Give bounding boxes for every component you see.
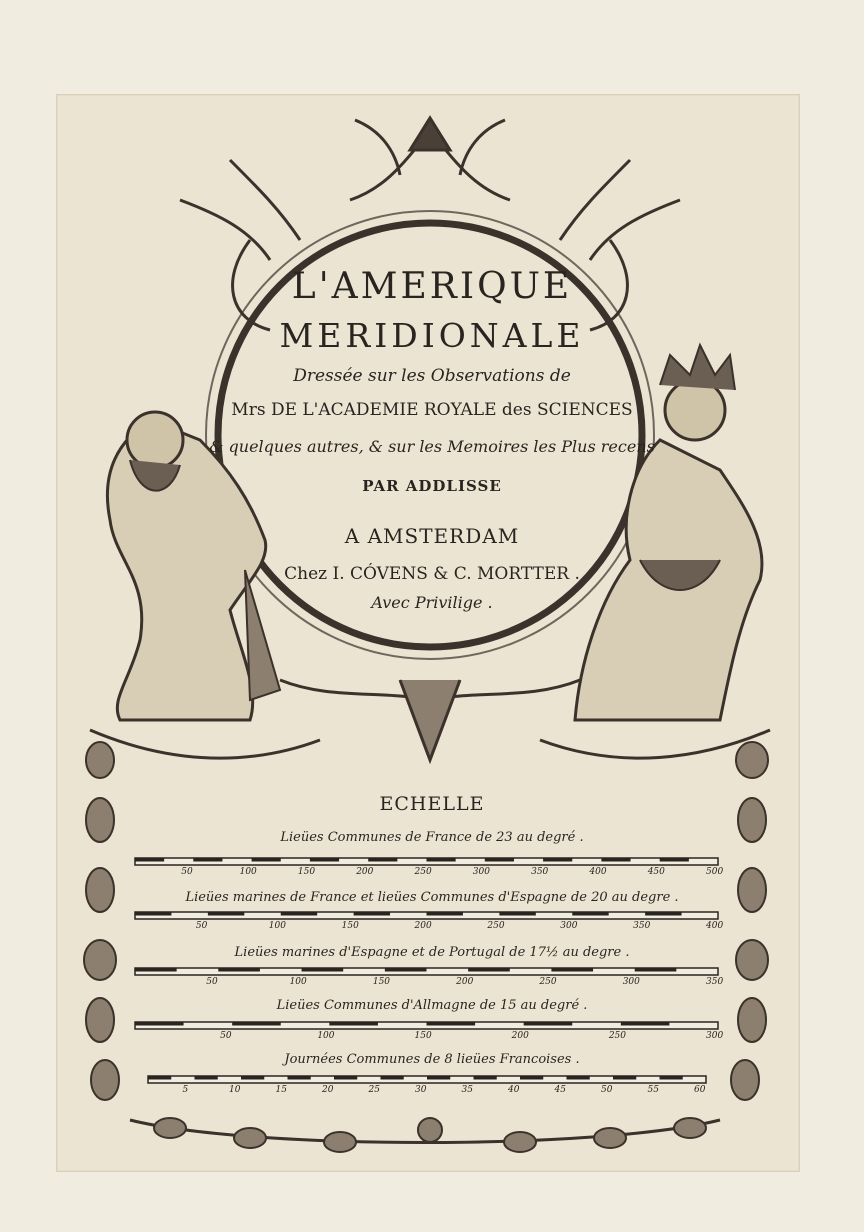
- scale-tick-label: 350: [706, 977, 724, 987]
- scale-segment: [567, 1076, 590, 1080]
- scale-segment: [354, 912, 390, 916]
- scale-segment: [524, 1022, 573, 1026]
- author-line: PAR ADDLISSE: [362, 477, 502, 495]
- scale-tick-label: 250: [608, 1031, 627, 1041]
- publisher-line: Chez I. CÓVENS & C. MORTTER .: [284, 564, 580, 584]
- scale-segment: [660, 1076, 683, 1080]
- title-line-2: MERIDIONALE: [279, 316, 585, 355]
- scale-tick-label: 200: [414, 921, 432, 931]
- privilege-line: Avec Privilige .: [371, 593, 493, 612]
- scale-segment: [427, 858, 456, 862]
- scale-tick-label: 5: [182, 1085, 189, 1095]
- scale-tick-label: 25: [368, 1085, 380, 1095]
- scale-tick-label: 350: [633, 921, 651, 931]
- scale-segment: [427, 912, 463, 916]
- scale-segment: [135, 1022, 184, 1026]
- scale-tick-label: 20: [322, 1085, 334, 1095]
- scale-segment: [601, 858, 630, 862]
- scale-segment: [427, 1076, 450, 1080]
- scale-tick-label: 50: [181, 867, 193, 877]
- scale-tick-label: 300: [560, 921, 578, 931]
- scale-label-4: Lieües Communes d'Allmagne de 15 au degré .: [276, 998, 588, 1013]
- scale-segment: [499, 912, 535, 916]
- scale-label-5: Journées Communes de 8 lieües Francoises .: [284, 1052, 580, 1067]
- scale-tick-label: 40: [508, 1085, 520, 1095]
- scale-tick-label: 50: [195, 921, 208, 931]
- scale-segment: [520, 1076, 543, 1080]
- scale-segment: [474, 1076, 497, 1080]
- scale-tick-label: 350: [531, 867, 549, 877]
- scale-tick-label: 10: [229, 1085, 241, 1095]
- scale-segment: [543, 858, 572, 862]
- scale-segment: [368, 858, 397, 862]
- scale-tick-label: 100: [289, 977, 307, 987]
- scale-tick-label: 200: [356, 867, 374, 877]
- scale-segment: [208, 912, 244, 916]
- place-line: A AMSTERDAM: [344, 524, 520, 548]
- scale-label-2: Lieües marines de France et lieües Communes d'Espagne de 20 au degre .: [185, 890, 679, 905]
- scale-segment: [381, 1076, 404, 1080]
- scale-tick-label: 150: [297, 867, 316, 877]
- scale-segment: [288, 1076, 311, 1080]
- scale-segment: [613, 1076, 636, 1080]
- scale-tick-label: 250: [487, 921, 505, 931]
- scale-segment: [660, 858, 689, 862]
- scale-tick-label: 100: [239, 867, 257, 877]
- scale-segment: [241, 1076, 264, 1080]
- scale-tick-label: 500: [706, 867, 724, 877]
- scale-label-3: Lieües marines d'Espagne et de Portugal de 17½ au degre .: [234, 945, 630, 960]
- scale-tick-label: 100: [317, 1031, 335, 1041]
- scale-segment: [218, 968, 260, 972]
- scale-tick-label: 300: [706, 1031, 724, 1041]
- scale-tick-label: 450: [647, 867, 665, 877]
- bottom-garland: [130, 1118, 720, 1152]
- scale-segment: [572, 912, 608, 916]
- scale-tick-label: 60: [694, 1085, 706, 1095]
- scale-tick-label: 300: [472, 867, 490, 877]
- scale-segment: [193, 858, 222, 862]
- scale-segment: [468, 968, 510, 972]
- scale-segment: [551, 968, 593, 972]
- scale-segment: [135, 968, 177, 972]
- scale-segment: [135, 858, 164, 862]
- scale-tick-label: 100: [268, 921, 286, 931]
- subtitle-line-3: & quelques autres, & sur les Memoires les Plus recens: [209, 437, 655, 456]
- scale-tick-label: 250: [414, 867, 432, 877]
- scale-segment: [645, 912, 681, 916]
- scale-tick-label: 400: [706, 921, 724, 931]
- scale-tick-label: 400: [589, 867, 607, 877]
- scale-tick-label: 55: [647, 1085, 659, 1095]
- scale-tick-label: 45: [554, 1085, 566, 1095]
- scale-segment: [302, 968, 344, 972]
- scale-segment: [635, 968, 677, 972]
- scale-tick-label: 50: [206, 977, 218, 987]
- scale-heading: ECHELLE: [379, 793, 485, 815]
- scale-segment: [334, 1076, 357, 1080]
- title-line-1: L'AMERIQUE: [291, 266, 573, 307]
- scale-tick-label: 30: [415, 1085, 427, 1095]
- scale-tick-label: 250: [539, 977, 557, 987]
- scale-tick-label: 50: [220, 1031, 232, 1041]
- subtitle-line-1: Dressée sur les Observations de: [293, 366, 571, 386]
- scale-tick-label: 150: [372, 977, 391, 987]
- scale-tick-label: 50: [601, 1085, 613, 1095]
- scale-segment: [195, 1076, 218, 1080]
- scale-segment: [485, 858, 514, 862]
- scale-segment: [329, 1022, 378, 1026]
- scale-tick-label: 150: [414, 1031, 432, 1041]
- scale-label-1: Lieües Communes de France de 23 au degré .: [280, 830, 584, 845]
- scale-tick-label: 200: [456, 977, 474, 987]
- scale-segment: [621, 1022, 670, 1026]
- scale-segment: [252, 858, 281, 862]
- scale-segment: [310, 858, 339, 862]
- scale-segment: [148, 1076, 171, 1080]
- scale-tick-label: 200: [511, 1031, 529, 1041]
- scale-tick-label: 150: [341, 921, 359, 931]
- subtitle-line-2: Mrs DE L'ACADEMIE ROYALE des SCIENCES: [231, 400, 633, 420]
- scale-segment: [427, 1022, 476, 1026]
- scale-segment: [232, 1022, 281, 1026]
- scale-tick-label: 300: [622, 977, 640, 987]
- scale-segment: [281, 912, 317, 916]
- scale-tick-label: 35: [461, 1085, 473, 1095]
- scale-segment: [385, 968, 427, 972]
- scale-tick-label: 15: [275, 1085, 287, 1095]
- scale-segment: [135, 912, 171, 916]
